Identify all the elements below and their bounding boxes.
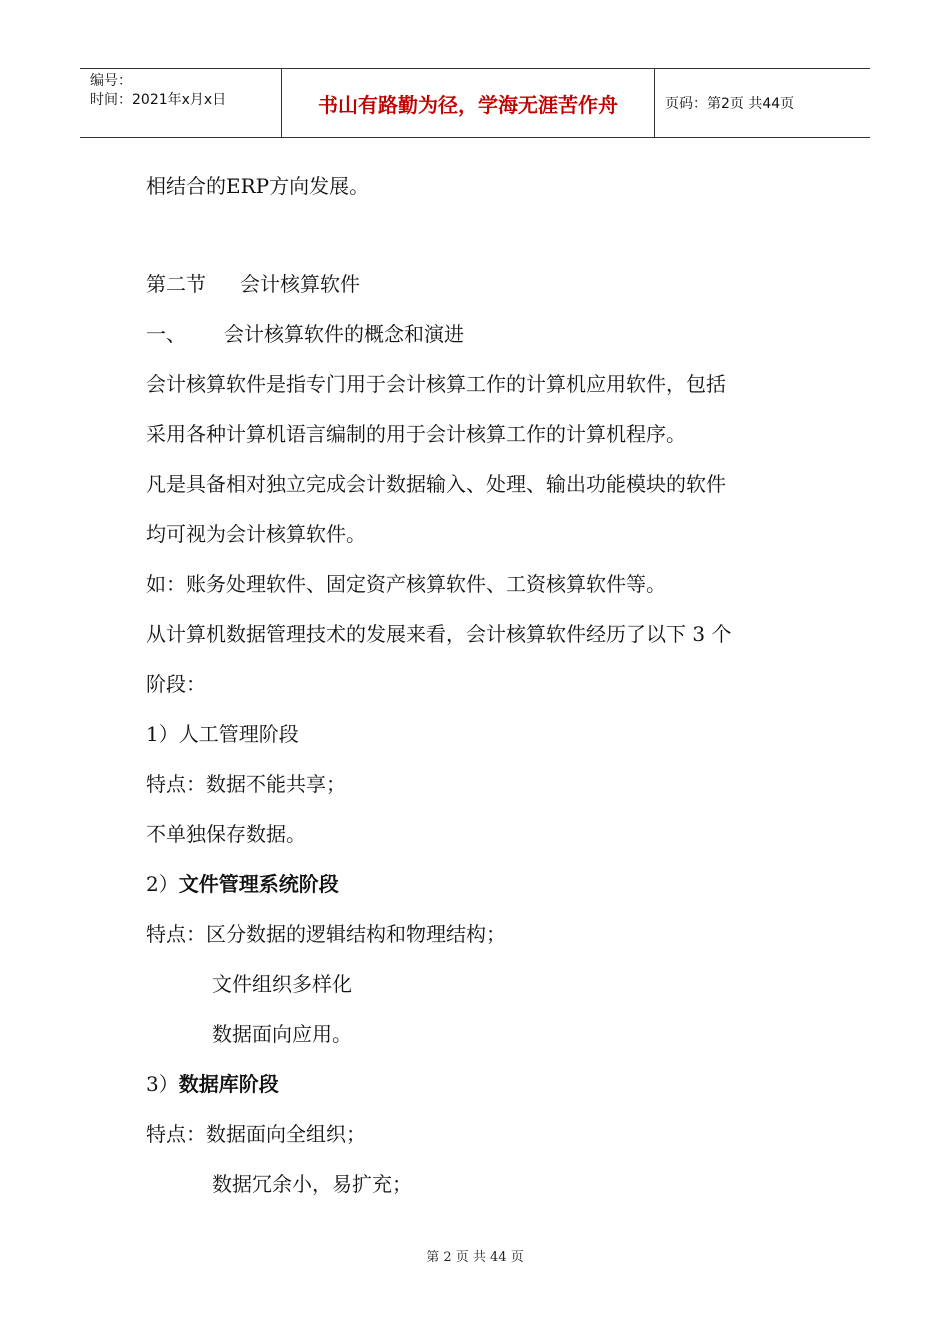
page-header xyxy=(80,68,870,138)
stage-title: 人工管理阶段 xyxy=(178,722,299,746)
paragraph-line: 会计核算软件是指专门用于会计核算工作的计算机应用软件，包括 xyxy=(146,372,726,396)
feature-line: 特点：区分数据的逻辑结构和物理结构； xyxy=(146,922,506,946)
section-title: 会计核算软件 xyxy=(240,272,360,296)
subsection-heading xyxy=(146,322,464,346)
doc-date: 时间：2021年x月x日 xyxy=(90,92,227,108)
feature-line: 不单独保存数据。 xyxy=(146,822,306,846)
stage-number: 1） xyxy=(146,722,179,746)
paragraph-line: 凡是具备相对独立完成会计数据输入、处理、输出功能模块的软件 xyxy=(146,472,726,496)
section-number: 第二节 xyxy=(146,272,206,296)
stage-title: 数据库阶段 xyxy=(178,1072,279,1096)
feature-line: 数据面向应用。 xyxy=(212,1022,352,1046)
stage-number: 3） xyxy=(146,1072,179,1096)
header-motto: 书山有路勤为径，学海无涯苦作舟 xyxy=(282,69,655,137)
feature-line: 特点：数据不能共享； xyxy=(146,772,346,796)
stage-title: 文件管理系统阶段 xyxy=(178,872,339,896)
stage-heading-1 xyxy=(146,722,299,746)
header-meta xyxy=(80,69,282,137)
subsection-number: 一、 xyxy=(146,322,186,346)
paragraph-line: 阶段： xyxy=(146,672,206,696)
subsection-title: 会计核算软件的概念和演进 xyxy=(224,322,464,346)
stage-heading-2 xyxy=(146,872,339,896)
stage-number: 2） xyxy=(146,872,179,896)
stage-heading-3 xyxy=(146,1072,279,1096)
feature-line: 特点：数据面向全组织； xyxy=(146,1122,366,1146)
paragraph-line: 相结合的ERP方向发展。 xyxy=(146,174,370,198)
header-page-info: 页码：第2页 共44页 xyxy=(665,96,795,112)
doc-number: 编号： xyxy=(90,73,132,89)
paragraph-line: 采用各种计算机语言编制的用于会计核算工作的计算机程序。 xyxy=(146,422,686,446)
page-footer: 第 2 页 共 44 页 xyxy=(426,1250,524,1265)
paragraph-line: 从计算机数据管理技术的发展来看，会计核算软件经历了以下 3 个 xyxy=(146,622,732,646)
paragraph-line: 如：账务处理软件、固定资产核算软件、工资核算软件等。 xyxy=(146,572,666,596)
paragraph-line: 均可视为会计核算软件。 xyxy=(146,522,366,546)
section-heading xyxy=(146,272,360,296)
feature-line: 文件组织多样化 xyxy=(212,972,352,996)
feature-line: 数据冗余小，易扩充； xyxy=(212,1172,412,1196)
